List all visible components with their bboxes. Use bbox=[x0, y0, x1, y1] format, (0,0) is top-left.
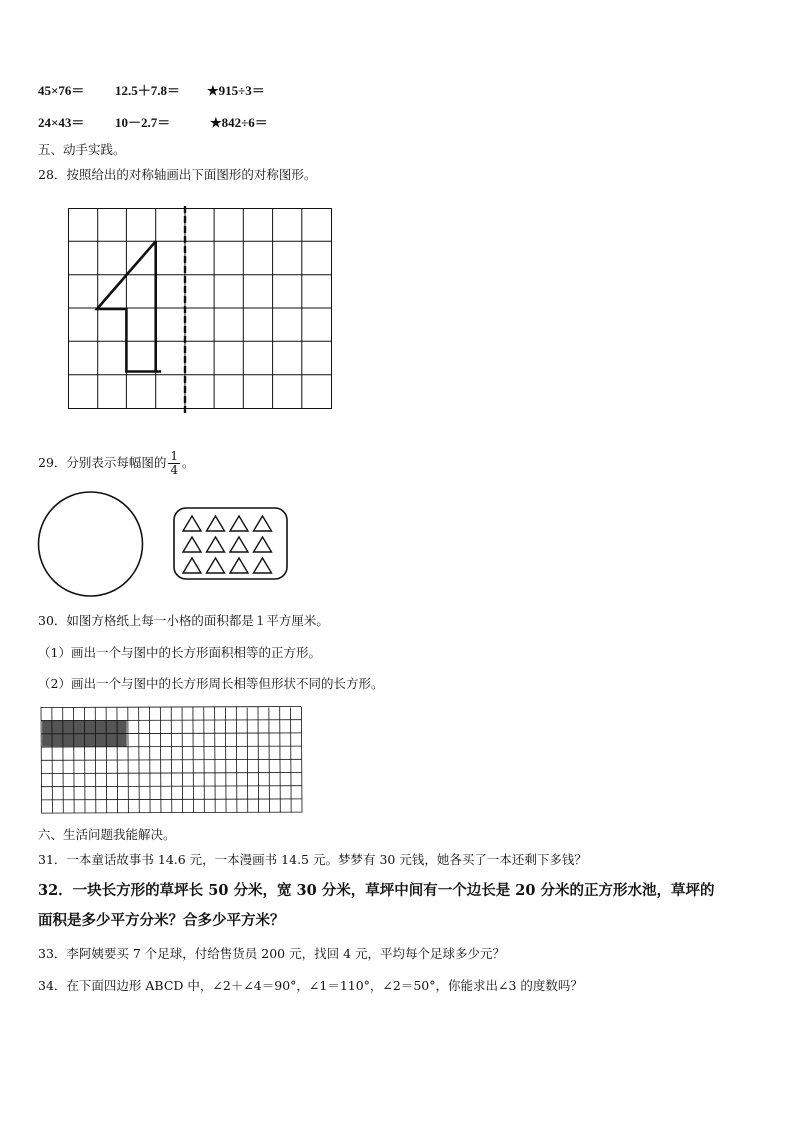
triangle-icon bbox=[207, 558, 225, 573]
question-30: 30．如图方格纸上每一小格的面积都是１平方厘米。 bbox=[38, 613, 329, 628]
grid-line bbox=[41, 812, 301, 813]
grid-line bbox=[204, 708, 205, 813]
triangle-icon bbox=[183, 537, 201, 552]
calc-45x76: 45×76＝ bbox=[38, 83, 85, 98]
calc-842div6: ★842÷6＝ bbox=[210, 115, 268, 130]
grid-line bbox=[41, 707, 301, 708]
grid-line bbox=[41, 720, 301, 721]
grid-line bbox=[280, 707, 281, 813]
grid-line bbox=[301, 707, 302, 813]
question-29-end: 。 bbox=[182, 455, 195, 470]
question-32-line1: 32．一块长方形的草坪长 50 分米，宽 30 分米，草坪中间有一个边长是 20 分米的正方形水池，草坪的 bbox=[38, 882, 715, 899]
triangles-figure bbox=[173, 507, 289, 581]
question-28: 28．按照给出的对称轴画出下面图形的对称图形。 bbox=[38, 167, 317, 182]
question-34: 34．在下面四边形 ABCD 中，∠2＋∠4＝90°，∠1＝110°，∠2＝50°，你能求出∠3 的度数吗？ bbox=[38, 978, 583, 993]
grid-line bbox=[269, 708, 270, 813]
grid-line bbox=[41, 799, 301, 800]
grid-line bbox=[41, 759, 301, 760]
triangle-icon bbox=[230, 516, 248, 531]
circle-figure bbox=[37, 490, 147, 600]
grid-line bbox=[41, 773, 301, 774]
question-29 bbox=[38, 446, 195, 480]
triangle-icon bbox=[230, 537, 248, 552]
symmetry-grid bbox=[68, 208, 334, 414]
calc-24x43: 24×43＝ bbox=[38, 115, 85, 130]
triangle-icon bbox=[254, 516, 272, 531]
triangle-icon bbox=[183, 558, 201, 573]
fraction-numerator: 1 bbox=[170, 449, 179, 463]
triangle-icon bbox=[183, 516, 201, 531]
question-31: 31．一本童话故事书 14.6 元，一本漫画书 14.5 元。梦梦有 30 元钱，她各买了一本还剩下多钱？ bbox=[38, 852, 587, 867]
question-32-line2: 面积是多少平方分米？合多少平方米？ bbox=[38, 912, 285, 929]
grid-line bbox=[41, 786, 301, 787]
question-33: 33．李阿姨要买 7 个足球，付给售货员 200 元，找回 4 元，平均每个足球多少元？ bbox=[38, 946, 506, 961]
calc-915div3: ★915÷3＝ bbox=[207, 83, 265, 98]
question-29-text: 29．分别表示每幅图的 bbox=[38, 455, 167, 470]
triangle-icon bbox=[207, 537, 225, 552]
question-30-sub2: （2）画出一个与图中的长方形周长相等但形状不同的长方形。 bbox=[38, 676, 384, 691]
triangle-icon bbox=[230, 558, 248, 573]
calc-10-2.7: 10－2.7＝ bbox=[115, 115, 171, 130]
figure-shape bbox=[97, 241, 161, 371]
grid-line bbox=[291, 708, 292, 813]
grid-line bbox=[247, 708, 248, 813]
grid-line bbox=[225, 708, 226, 813]
calc-12.5+7.8: 12.5＋7.8＝ bbox=[115, 83, 181, 98]
square-grid bbox=[40, 706, 304, 816]
triangle-icon bbox=[254, 537, 272, 552]
section-5-title: 五、动手实践。 bbox=[38, 142, 126, 157]
section-6-title: 六、生活问题我能解决。 bbox=[38, 827, 176, 842]
fraction-one-quarter bbox=[168, 450, 180, 477]
fraction-denominator: 4 bbox=[170, 463, 179, 477]
question-30-sub1: （1）画出一个与图中的长方形面积相等的正方形。 bbox=[38, 645, 321, 660]
triangle-icon bbox=[254, 558, 272, 573]
triangle-icon bbox=[207, 516, 225, 531]
grid-line bbox=[41, 707, 42, 813]
